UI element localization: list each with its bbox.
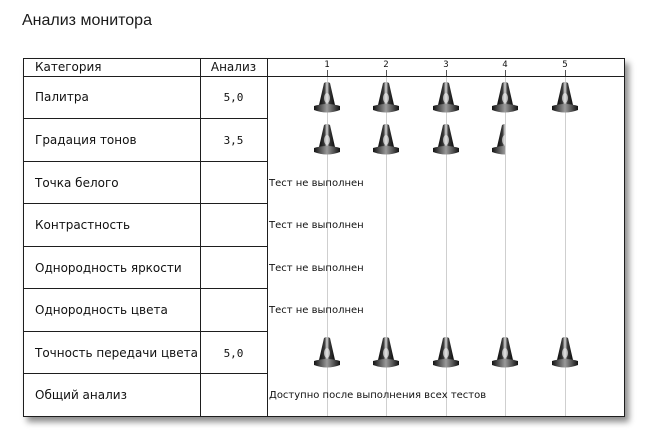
cone-icon bbox=[432, 336, 460, 370]
cone-icon bbox=[313, 336, 341, 370]
cone-icon bbox=[432, 123, 460, 157]
header-analysis: Анализ bbox=[210, 60, 257, 74]
cone-icon bbox=[313, 81, 341, 115]
cone-icon bbox=[491, 123, 505, 157]
table-row-contrast bbox=[24, 204, 624, 246]
scale-number-2: 2 bbox=[383, 60, 389, 70]
cone-icon bbox=[313, 123, 341, 157]
cone-icon bbox=[491, 81, 519, 115]
category-label: Однородность цвета bbox=[35, 303, 168, 317]
table-row-overall-analysis bbox=[24, 374, 624, 416]
scale-number-1: 1 bbox=[324, 60, 330, 70]
scale-number-5: 5 bbox=[562, 60, 568, 70]
status-message: Тест не выполнен bbox=[269, 178, 364, 189]
rating-cones bbox=[24, 77, 624, 119]
cone-icon bbox=[372, 336, 400, 370]
category-label: Общий анализ bbox=[35, 388, 127, 402]
category-label: Контрастность bbox=[35, 218, 131, 232]
score-value: 5,0 bbox=[223, 91, 244, 104]
cone-icon bbox=[372, 81, 400, 115]
status-message: Доступно после выполнения всех тестов bbox=[269, 390, 487, 401]
header-category: Категория bbox=[35, 60, 102, 74]
status-message: Тест не выполнен bbox=[269, 220, 364, 231]
table-row-tone-gradation bbox=[24, 119, 624, 161]
score-value: 5,0 bbox=[223, 347, 244, 360]
rating-cones bbox=[24, 119, 624, 161]
table-row-color-accuracy bbox=[24, 332, 624, 374]
category-label: Точность передачи цвета bbox=[35, 346, 198, 360]
table-row-brightness-uniformity bbox=[24, 247, 624, 289]
scale-number-3: 3 bbox=[443, 60, 449, 70]
rating-cones bbox=[24, 332, 624, 374]
cone-icon bbox=[551, 81, 579, 115]
category-label: Палитра bbox=[35, 90, 89, 104]
cone-icon bbox=[491, 336, 519, 370]
cone-icon bbox=[432, 81, 460, 115]
category-label: Однородность яркости bbox=[35, 261, 182, 275]
score-value: 3,5 bbox=[223, 134, 244, 147]
page-title: Анализ монитора bbox=[22, 12, 152, 29]
category-label: Градация тонов bbox=[35, 133, 137, 147]
cone-icon bbox=[551, 336, 579, 370]
scale-number-4: 4 bbox=[502, 60, 508, 70]
status-message: Тест не выполнен bbox=[269, 305, 364, 316]
category-label: Точка белого bbox=[35, 176, 119, 190]
status-message: Тест не выполнен bbox=[269, 263, 364, 274]
cone-icon bbox=[372, 123, 400, 157]
monitor-analysis-table bbox=[23, 58, 625, 417]
table-row-color-uniformity bbox=[24, 289, 624, 331]
table-row-white-point bbox=[24, 162, 624, 204]
table-row-palette bbox=[24, 77, 624, 119]
